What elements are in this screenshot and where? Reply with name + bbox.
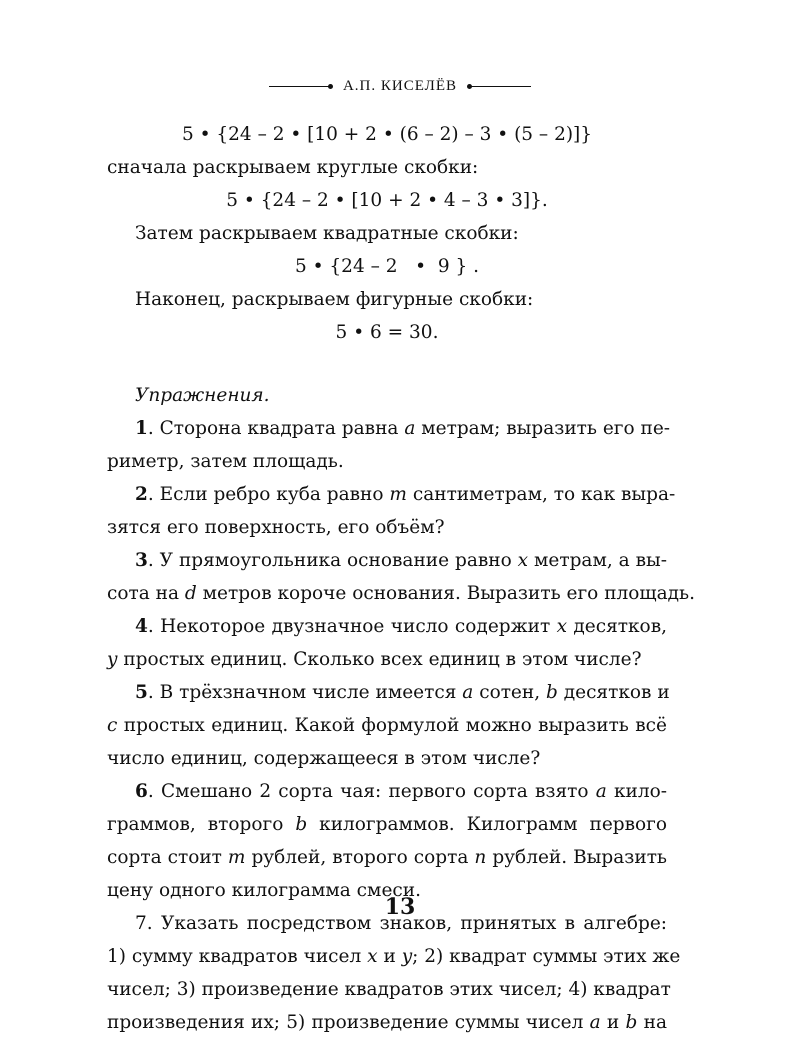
step-text-1: сначала раскрываем круглые скобки: xyxy=(107,157,479,178)
exercise-3-line-2: сота на d метров короче основания. Выразить его площадь. xyxy=(107,583,695,604)
exercise-number: 7 xyxy=(135,913,147,934)
exercise-5-line-2: c простых единиц. Какой формулой можно выразить всё xyxy=(107,715,667,736)
exercise-1-line-2: риметр, затем площадь. xyxy=(107,451,344,472)
exercises-heading: Упражнения. xyxy=(135,385,270,406)
exercise-7-line-1: 7. Указать посредством знаков, принятых в алгебре: xyxy=(135,913,668,934)
header-rule-left xyxy=(269,86,331,88)
exercise-2-line-2: зятся его поверхность, его объём? xyxy=(107,517,445,538)
exercise-2-line-1: 2. Если ребро куба равно m сантиметрам, то как выра- xyxy=(135,484,676,505)
step-text-2: Затем раскрываем квадратные скобки: xyxy=(135,223,519,244)
exercise-6-line-3: сорта стоит m рублей, второго сорта n рублей. Выразить xyxy=(107,847,668,868)
exercise-number: 2 xyxy=(135,484,148,505)
exercise-6-line-1: 6. Смешано 2 сорта чая: первого сорта взято a кило- xyxy=(135,781,667,802)
exercise-7-line-3: чисел; 3) произведение квадратов этих чисел; 4) квадрат xyxy=(107,979,671,1000)
exercise-number: 4 xyxy=(135,616,148,637)
math-expression-3: 5 • {24 – 2 • 9 } . xyxy=(294,256,480,277)
exercise-3-line-1: 3. У прямоугольника основание равно x метрам, а вы- xyxy=(135,550,667,571)
exercise-number: 1 xyxy=(135,418,148,439)
exercise-4-line-1: 4. Некоторое двузначное число содержит x десятков, xyxy=(135,616,667,637)
math-expression-1: 5 • {24 – 2 • [10 + 2 • (6 – 2) – 3 • (5 – 2)]} xyxy=(181,124,593,145)
header-author: А.П. КИСЕЛЁВ xyxy=(342,78,458,94)
exercise-number: 3 xyxy=(135,550,148,571)
exercise-6-line-2: граммов, второго b килограммов. Килограмм первого xyxy=(107,814,667,835)
running-header xyxy=(0,78,800,95)
exercise-5-line-1: 5. В трёхзначном числе имеется a сотен, b десятков и xyxy=(135,682,670,703)
math-expression-4: 5 • 6 = 30. xyxy=(335,322,439,343)
exercise-number: 5 xyxy=(135,682,148,703)
exercise-4-line-2: y простых единиц. Сколько всех единиц в этом числе? xyxy=(107,649,642,670)
exercise-number: 6 xyxy=(135,781,148,802)
exercise-7-line-2: 1) сумму квадратов чисел x и y; 2) квадрат суммы этих же xyxy=(107,946,681,967)
exercise-5-line-3: число единиц, содержащееся в этом числе? xyxy=(107,748,541,769)
step-text-3: Наконец, раскрываем фигурные скобки: xyxy=(135,289,534,310)
header-rule-right xyxy=(469,86,531,88)
exercise-1-line-1: 1. Сторона квадрата равна a метрам; выразить его пе- xyxy=(135,418,671,439)
math-expression-2: 5 • {24 – 2 • [10 + 2 • 4 – 3 • 3]}. xyxy=(226,190,548,211)
page-number: 13 xyxy=(384,894,416,920)
exercise-7-line-4: произведения их; 5) произведение суммы чисел a и b на xyxy=(107,1012,667,1033)
exercise-6-line-4: цену одного килограмма смеси. xyxy=(107,880,421,901)
